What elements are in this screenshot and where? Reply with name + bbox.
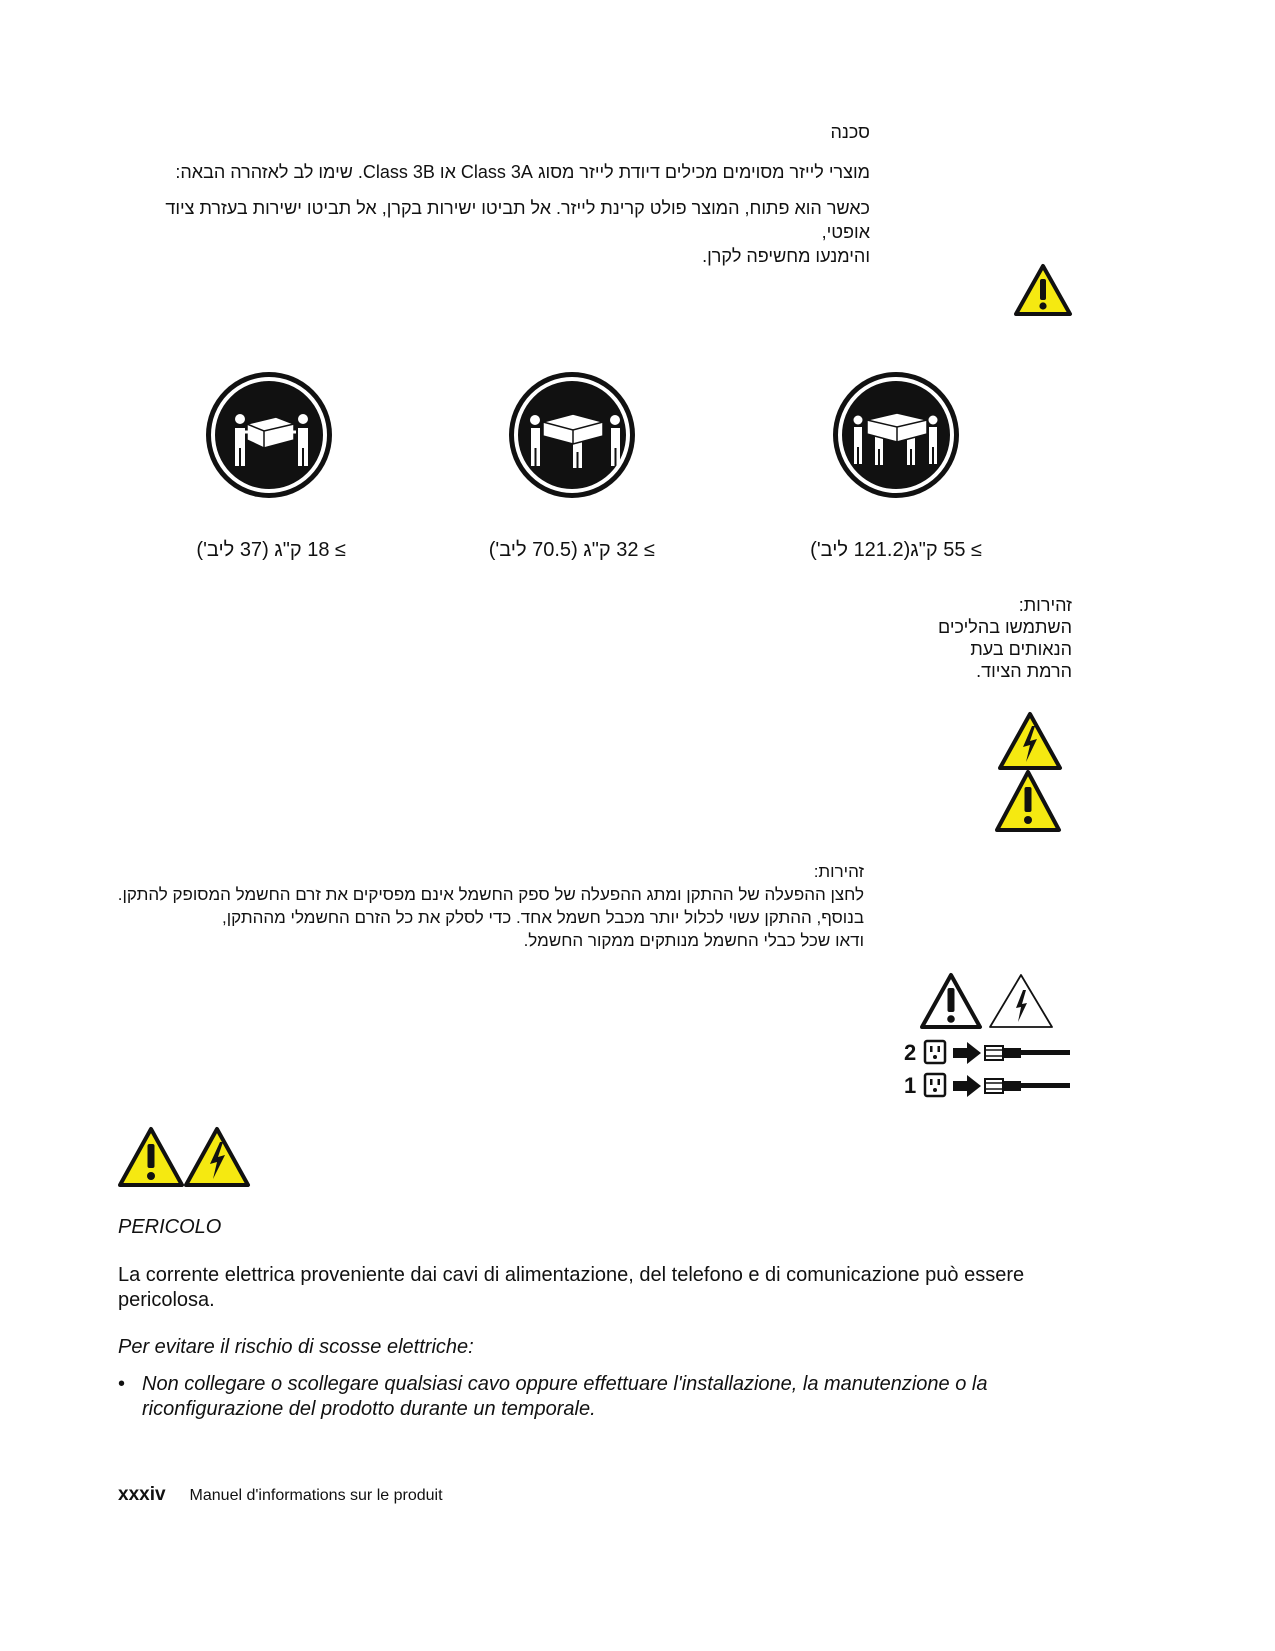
electrical-hazard-icon <box>997 711 1063 771</box>
lift-label-55kg: ≥ 55 ק"ג(121.2 ליב') <box>810 539 982 561</box>
italian-section <box>118 1215 1038 1422</box>
lift-caution-line: השתמשו בהליכים <box>938 617 1072 637</box>
caution-triangle-icon <box>117 1126 185 1188</box>
pericolo-para: La corrente elettrica proveniente dai cavi di alimentazione, del telefono e di comunicazione può essere pericolosa. <box>118 1264 1025 1311</box>
power-caution-line: ודאו שכל כבלי החשמל מנותקים ממקור החשמל. <box>523 931 864 950</box>
laser-para1: מוצרי לייזר מסוימים מכילים דיודת לייזר מסוג Class 3A או Class 3B. שימו לב לאזהרה הבאה: <box>175 162 870 182</box>
power-cord-row-2 <box>900 1038 1072 1068</box>
power-caution-title: זהירות: <box>813 862 864 881</box>
lift-label-18kg: ≥ 18 ק"ג (37 ליב') <box>196 539 346 561</box>
lift-four-person-icon <box>831 370 961 500</box>
power-caution <box>100 860 864 952</box>
pericolo-bullet <box>118 1372 1038 1422</box>
pericolo-bullet-text: Non collegare o scollegare qualsiasi cavo oppure effettuare l'installazione, la manutenzione o la riconfigurazione del prodotto durante un temporale. <box>142 1373 988 1420</box>
electrical-outline-icon <box>987 972 1055 1030</box>
caution-triangle-icon <box>1013 263 1073 317</box>
lift-three-person-icon <box>507 370 637 500</box>
page-number: xxxiv <box>118 1484 166 1505</box>
power-cord-row-1 <box>900 1071 1072 1101</box>
footer-title: Manuel d'informations sur le produit <box>189 1487 443 1504</box>
power-caution-line: לחצן ההפעלה של ההתקן ומתג ההפעלה של ספק החשמל אינם מפסיקים את זרם החשמל המסופק להתקן. <box>117 885 864 904</box>
lift-two-person-icon <box>204 370 334 500</box>
laser-title: סכנה <box>830 122 870 142</box>
laser-section <box>118 120 870 268</box>
lift-label-32kg: ≥ 32 ק"ג (70.5 ליב') <box>488 539 655 561</box>
cord-number: 1 <box>904 1073 917 1098</box>
laser-para2-line2: והימנעו מחשיפה לקרן. <box>702 246 870 266</box>
page-footer <box>118 1484 443 1506</box>
pericolo-subtitle: Per evitare il rischio di scosse elettriche: <box>118 1336 474 1358</box>
laser-para2-line1: כאשר הוא פתוח, המוצר פולט קרינת לייזר. אל תביטו ישירות בקרן, אל תביטו ישירות בעזרת ציוד אופטי, <box>165 198 870 242</box>
caution-triangle-icon <box>994 769 1062 833</box>
cord-number: 2 <box>904 1040 917 1065</box>
lift-caution-line: הרמת הציוד. <box>976 661 1072 681</box>
bullet-dot: • <box>118 1373 126 1395</box>
lift-caution-line: הנאותים בעת <box>970 639 1072 659</box>
electrical-hazard-icon <box>183 1126 251 1188</box>
caution-outline-icon <box>919 972 983 1030</box>
pericolo-title: PERICOLO <box>118 1216 222 1238</box>
power-caution-line: בנוסף, ההתקן עשוי לכלול יותר מכבל חשמל אחד. כדי לסלק את כל הזרם החשמלי מההתקן, <box>222 908 864 927</box>
lift-caution <box>900 594 1072 682</box>
lift-caution-title: זהירות: <box>1018 595 1072 615</box>
